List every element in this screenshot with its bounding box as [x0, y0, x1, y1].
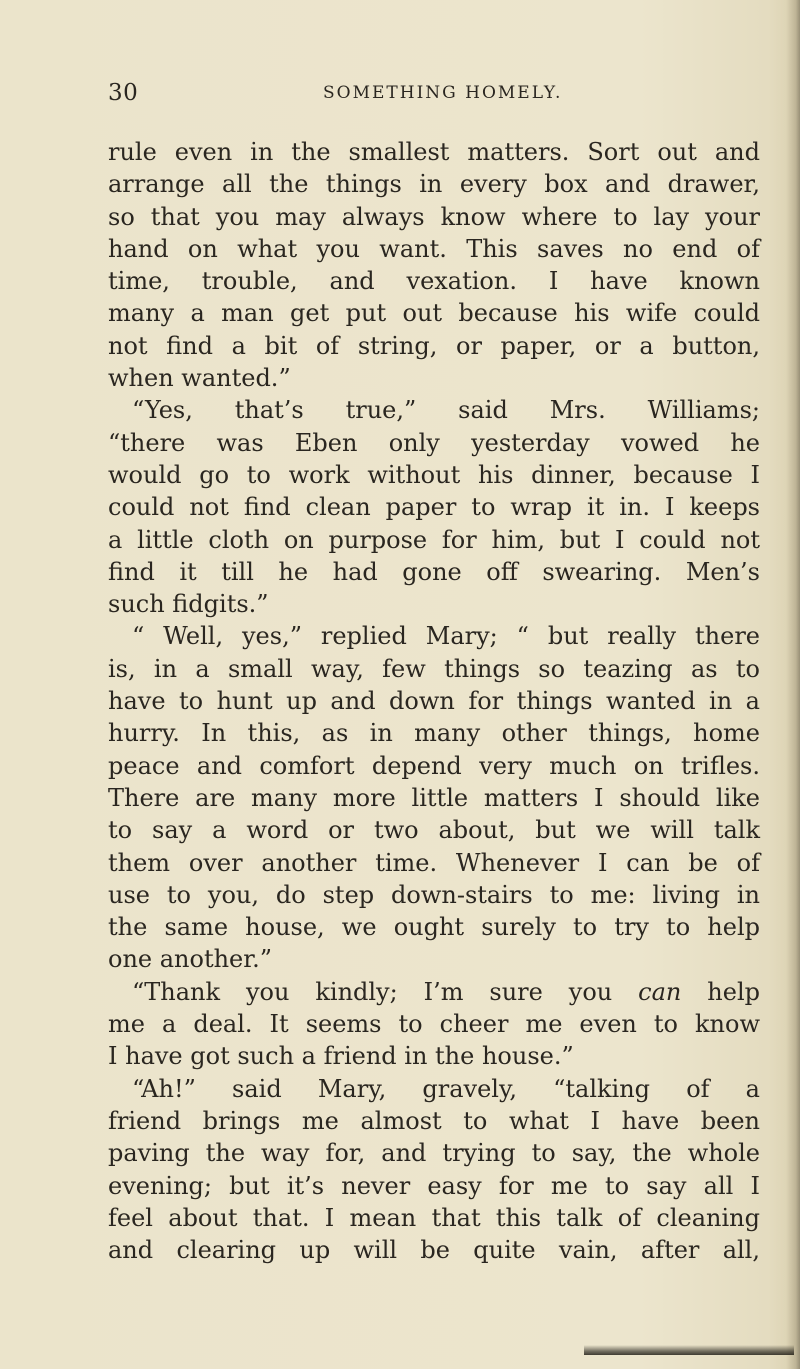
text-line: feel about that. I mean that this talk of cleaning — [108, 1203, 760, 1232]
text-line: when wanted.” — [108, 364, 291, 393]
text-line: and clearing up will be quite vain, after all, — [108, 1236, 760, 1265]
text-segment: help — [681, 977, 761, 1006]
text-line: to say a word or two about, but we will talk — [108, 816, 760, 845]
text-line: “Ah!” said Mary, gravely, “talking of a — [132, 1074, 760, 1103]
text-line: many a man get put out because his wife could — [108, 299, 760, 328]
text-line: the same house, we ought surely to try to help — [108, 913, 760, 942]
text-line: “there was Eben only yesterday vowed he — [108, 428, 760, 457]
page-edge-shadow — [786, 0, 800, 1369]
text-line: “Yes, that’s true,” said Mrs. Williams; — [132, 396, 760, 425]
text-line: arrange all the things in every box and drawer, — [108, 170, 760, 199]
text-line-italic — [108, 976, 760, 1008]
text-line: paving the way for, and trying to say, the whole — [108, 1139, 760, 1168]
text-line: rule even in the smallest matters. Sort out and — [108, 138, 760, 166]
running-title: SOMETHING HOMELY. — [323, 83, 563, 103]
text-line: would go to work without his dinner, because I — [108, 460, 760, 489]
text-line: There are many more little matters I should like — [108, 783, 760, 812]
body-text — [108, 136, 760, 1266]
text-line: friend brings me almost to what I have been — [108, 1106, 760, 1135]
text-line: hurry. In this, as in many other things, home — [108, 719, 760, 748]
text-line: peace and comfort depend very much on trifles. — [108, 751, 760, 780]
bottom-edge-shadow — [584, 1345, 794, 1355]
text-line: “ Well, yes,” replied Mary; “ but really there — [132, 622, 760, 651]
text-line: have to hunt up and down for things wanted in a — [108, 687, 760, 716]
text-line: me a deal. It seems to cheer me even to know — [108, 1010, 760, 1039]
text-line: is, in a small way, few things so teazing as to — [108, 654, 760, 683]
text-segment: “Thank you kindly; I’m sure you — [132, 977, 639, 1006]
text-line: them over another time. Whenever I can be of — [108, 848, 760, 877]
text-line: find it till he had gone off swearing. Men’s — [108, 557, 760, 586]
text-line: could not find clean paper to wrap it in. I keeps — [108, 493, 760, 522]
text-line: use to you, do step down-stairs to me: living in — [108, 880, 760, 909]
text-line: evening; but it’s never easy for me to say all I — [108, 1171, 760, 1200]
text-line: hand on what you want. This saves no end of — [108, 234, 760, 263]
text-line: a little cloth on purpose for him, but I could not — [108, 525, 760, 554]
text-line: such fidgits.” — [108, 590, 269, 619]
text-line: time, trouble, and vexation. I have known — [108, 267, 760, 296]
italic-word: can — [638, 977, 682, 1006]
page-number: 30 — [108, 80, 139, 106]
text-line: so that you may always know where to lay your — [108, 202, 760, 231]
text-line: one another.” — [108, 945, 272, 974]
running-head — [108, 80, 758, 110]
text-line: not find a bit of string, or paper, or a button, — [108, 331, 760, 360]
text-line: I have got such a friend in the house.” — [108, 1042, 574, 1071]
